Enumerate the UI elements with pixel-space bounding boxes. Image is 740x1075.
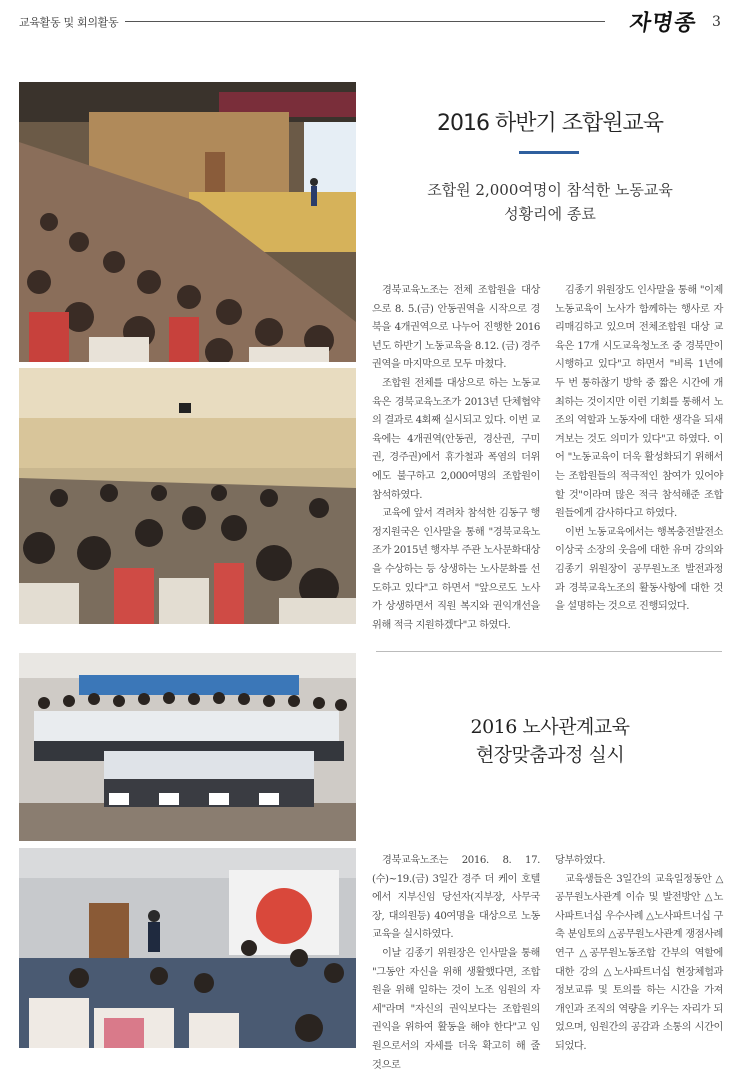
paragraph: 김종기 위원장도 인사말을 통해 "이제 노동교육이 노사가 함께하는 행사로 자리매김하고 있으며 전체조합원 대상 교육은 17개 시도교육청노조 중 경북만이 시행하고 있다"고 하면서 "비록 1년에 두 번 통하찮기 방학 중 짧은 시간에 개최하는 것이지만 이런 기회를 통해서 노조의 역할과 노동자에 대한 생각을 되새겨보는 것도 의미가 있다"고 하였다. 이어 "노동교육이 더욱 활성화되기 위해서는 조합원들의 적극적인 참여가 있어야 할 것"이라며 많은 적극 참석해준 조합원들에게 감사하다고 하였다. xyxy=(555,285,723,520)
paragraph: 경북교육노조는 전체 조합원을 대상으로 8. 5.(금) 안동권역을 시작으로 경북을 4개권역으로 나누어 진행한 2016년도 하반기 노동교육을 8.12. (금) 경주권역을 마지막으로 모두 마쳤다. xyxy=(372,285,540,371)
article2-column-1 xyxy=(372,852,540,1075)
article2-column-2 xyxy=(555,852,723,1057)
section-label: 교육활동 및 회의활동 xyxy=(19,16,119,29)
photo-lecture-hall-2 xyxy=(19,368,356,624)
title-accent-bar xyxy=(519,151,579,154)
article1-subtitle xyxy=(380,178,720,226)
paragraph: 이날 김종기 위원장은 인사말을 통해 "그동안 자신을 위해 생활했다면, 조합원을 위해 일하는 것이 노조 임원의 자세"라며 "자신의 권익보다는 조합원의 권익을 위하여 활동을 해야 한다"고 임원으로서의 자세를 더욱 확고히 해 줄 것으로 xyxy=(372,947,540,1071)
article1-subtitle-line2: 성황리에 종료 xyxy=(504,205,596,223)
paragraph: 당부하였다. xyxy=(555,855,606,866)
paragraph: 조합원 전체를 대상으로 하는 노동교육은 경북교육노조가 2013년 단체협약의 결과로 4회째 실시되고 있다. 이번 교육에는 4개권역(안동권, 경산권, 구미권, 경주권)에서 휴가철과 폭염의 더위에도 불구하고 2,000여명의 조합원이 참석하였다. xyxy=(372,377,540,501)
page-header xyxy=(0,0,740,50)
article1-column-2 xyxy=(555,282,723,617)
article2-title xyxy=(380,714,720,769)
paragraph: 이번 노동교육에서는 행복충전발전소 이상국 소장의 웃음에 대한 유머 강의와 김종기 위원장이 공무원노조 발전과정과 경북교육노조의 활동사항에 대한 것을 설명하는 것으로 진행되었다. xyxy=(555,526,723,613)
article2-title-line1: 2016 노사관계교육 xyxy=(470,716,630,738)
newsletter-logo: 자명종 xyxy=(627,10,699,36)
article1-column-1 xyxy=(372,282,540,635)
header-rule xyxy=(125,21,605,22)
article2-title-line2: 현장맞춤과정 실시 xyxy=(475,743,625,766)
page-number: 3 xyxy=(712,14,721,30)
photo-group xyxy=(19,653,356,841)
article1-subtitle-line1: 조합원 2,000여명이 참석한 노동교육 xyxy=(427,181,673,199)
article1-title: 2016 하반기 조합원교육 xyxy=(437,111,663,136)
paragraph: 교육에 앞서 격려차 참석한 김동구 행정지원국은 인사말을 통해 "경북교육노조가 2015년 행자부 주관 노사문화대상을 수상하는 등 상생하는 노사문화를 선도하고 있다"고 하면서 "앞으로도 노사가 상생하면서 직원 복지와 권익개선을 위해 적극 지원하겠다"고 하였다. xyxy=(372,508,540,631)
photo-lecture-hall-1 xyxy=(19,82,356,362)
paragraph: 교육생들은 3일간의 교육일정동안 △공무원노사관계 이슈 및 발전방안 △노사파트너십 우수사례 △노사파트너십 구축 분임토의 △공무원노사관계 쟁점사례연구 △공무원노동조합 간부의 역할에 대한 강의 △노사파트너십 현장체험과 정보교류 및 토의를 하는 시간을 가져 개인과 조직의 역량을 키우는 자리가 되었으며, 임원간의 공감과 소통의 시간이 되었다. xyxy=(555,873,723,1052)
photo-seminar xyxy=(19,848,356,1048)
article-divider xyxy=(376,651,722,652)
paragraph: 경북교육노조는 2016. 8. 17.(수)~19.(금) 3일간 경주 더 케이 호텔에서 지부신임 당선자(지부장, 사무국장, 대의원등) 40여명을 대상으로 노동교육을 실시하였다. xyxy=(372,855,540,941)
